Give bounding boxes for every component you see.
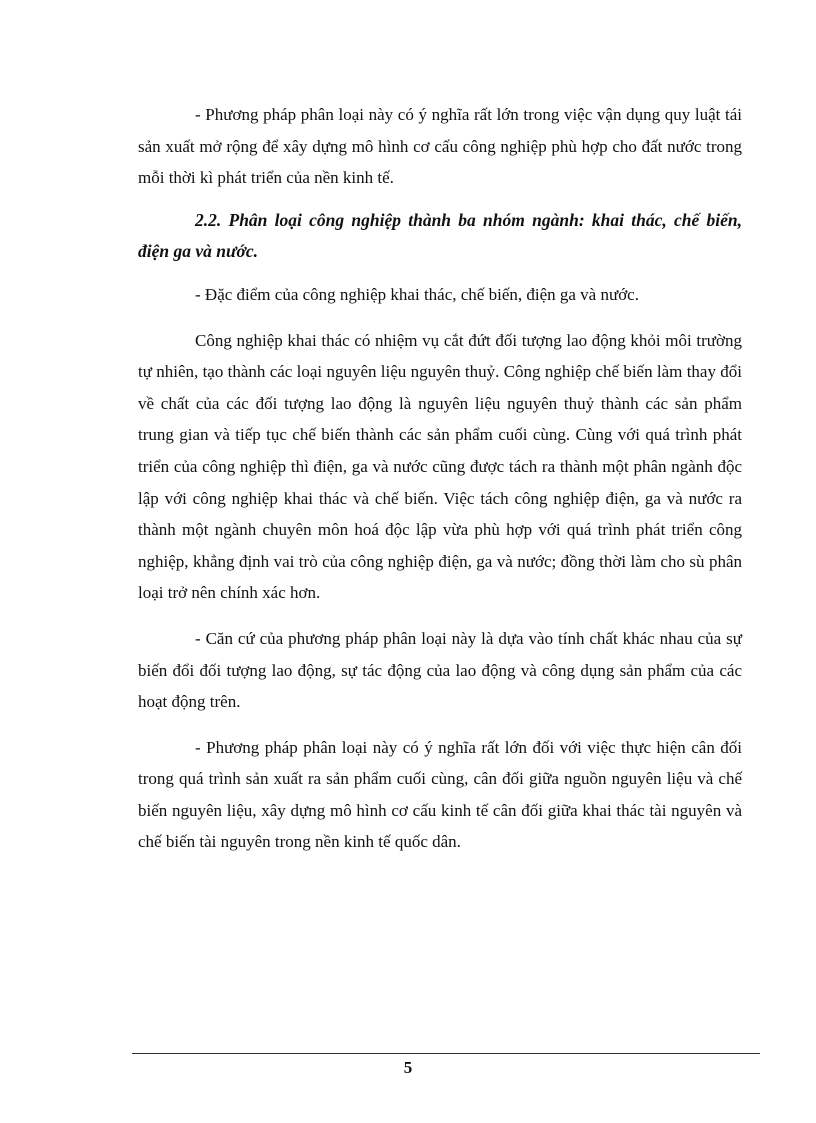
footer-divider [132,1053,760,1054]
paragraph-characteristics: - Đặc điểm của công nghiệp khai thác, chế biến, điện ga và nước. [195,284,639,304]
section-heading-2-2: 2.2. Phân loại công nghiệp thành ba nhóm ngành: khai thác, chế biến, điện ga và nước. [138,209,742,262]
page-number: 5 [403,1058,413,1077]
paragraph-significance-1: - Phương pháp phân loại này có ý nghĩa rất lớn trong việc vận dụng quy luật tái sản xuất mở rộng để xây dựng mô hình cơ cấu công nghiệp phù hợp cho đất nước trong mỗi thời kì phát triển của nền kinh tế. [138,105,742,188]
paragraph-basis: - Căn cứ của phương pháp phân loại này là dựa vào tính chất khác nhau của sự biến đổi đối tượng lao động, sự tác động của lao động và công dụng sản phẩm của các hoạt động trên. [138,628,742,712]
paragraph-industry-description: Công nghiệp khai thác có nhiệm vụ cắt đứt đối tượng lao động khỏi môi trường tự nhiên, tạo thành các loại nguyên liệu nguyên thuỷ. Công nghiệp chế biến làm thay đổi về chất của các đối tượng lao động là nguyên liệu nguyên thuỷ thành các sản phẩm trung gian và tiếp tục chế biến thành các sản phẩm cuối cùng. Cùng với quá trình phát triển của công nghiệp thì điện, ga và nước cũng được tách ra thành một phân ngành độc lập với công nghiệp khai thác và chế biến. Việc tách công nghiệp điện, ga và nước ra thành một ngành chuyên môn hoá độc lập vừa phù hợp với quá trình phát triển công nghiệp, khẳng định vai trò của công nghiệp điện, ga và nước; đồng thời làm cho sù phân loại trở nên chính xác hơn. [138,330,742,603]
paragraph-significance-2: - Phương pháp phân loại này có ý nghĩa rất lớn đối với việc thực hiện cân đối trong quá trình sản xuất ra sản phẩm cuối cùng, cân đối giữa nguồn nguyên liệu và chế biến nguyên liệu, xây dựng mô hình cơ cấu kinh tế cân đối giữa khai thác tài nguyên và chế biến tài nguyên trong nền kinh tế quốc dân. [138,737,742,852]
page-body [138,99,742,858]
